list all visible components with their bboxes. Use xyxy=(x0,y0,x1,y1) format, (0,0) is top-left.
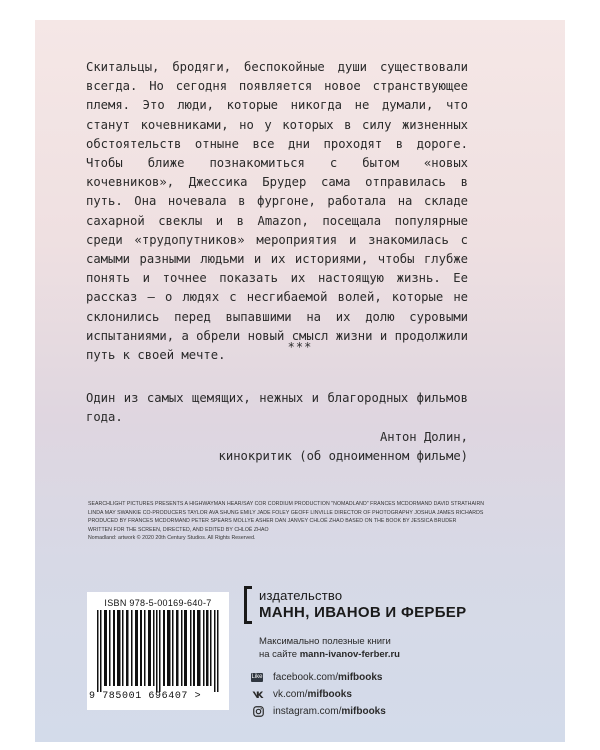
isbn-number: ISBN 978-5-00169-640-7 xyxy=(104,598,212,608)
section-separator: *** xyxy=(287,340,313,354)
tagline-site-line xyxy=(259,648,400,661)
film-credits-block xyxy=(88,500,508,543)
publisher-tagline xyxy=(259,635,400,661)
tagline-site-prefix: на сайте xyxy=(259,649,300,660)
barcode-digits: 9 785001 696407 > xyxy=(89,691,202,702)
facebook-prefix: facebook.com/ xyxy=(273,672,339,683)
publisher-logo-bracket xyxy=(244,586,252,624)
credits-line: LINDA MAY SWANKIE CO-PRODUCERS TAYLOR AVA SHUNG EMILY JADE FOLEY GEOFF LINVILLE DIRECTOR OF PHOTOGRAPHY JOSHUA JAMES RICHARDS xyxy=(88,509,484,516)
quote-author: Антон Долин, xyxy=(379,430,468,444)
credits-line: SEARCHLIGHT PICTURES PRESENTS A HIGHWAYMAN HEAR/SAY COR CORDIUM PRODUCTION "NOMADLAND" FRANCES MCDORMAND DAVID STRATHAIRN xyxy=(88,501,485,507)
credits-copyright: Nomadland: artwork © 2020 20th Century Studios. All Rights Reserved. xyxy=(88,535,256,542)
publisher-website-link[interactable]: mann-ivanov-ferber.ru xyxy=(299,649,400,660)
instagram-handle: mifbooks xyxy=(341,706,386,717)
quote-attribution xyxy=(219,428,468,466)
vk-icon xyxy=(251,689,265,700)
barcode-bars xyxy=(95,610,221,692)
facebook-handle: mifbooks xyxy=(338,672,383,683)
vk-handle: mifbooks xyxy=(307,689,352,700)
isbn-barcode xyxy=(87,592,229,710)
instagram-link[interactable] xyxy=(251,706,386,717)
instagram-icon xyxy=(251,706,265,717)
facebook-like-icon: Like xyxy=(251,674,263,680)
facebook-link[interactable] xyxy=(251,672,383,683)
publisher-name: МАНН, ИВАНОВ И ФЕРБЕР xyxy=(259,604,467,621)
credits-line: PRODUCED BY FRANCES MCDORMAND PETER SPEARS MOLLYE ASHER DAN JANVEY CHLOÉ ZHAO BASED ON THE BOOK BY JESSICA BRUDER xyxy=(88,518,457,525)
vk-link[interactable] xyxy=(251,689,352,700)
tagline-text: Максимально полезные книги xyxy=(259,636,391,647)
credits-line: WRITTEN FOR THE SCREEN, DIRECTED, AND EDITED BY CHLOÉ ZHAO xyxy=(88,526,269,533)
vk-prefix: vk.com/ xyxy=(273,689,308,700)
publisher-label: издательство xyxy=(259,588,343,603)
quote-author-role: кинокритик (об одноименном фильме) xyxy=(218,449,468,464)
book-description: Скитальцы, бродяги, беспокойные души существовали всегда. Но сегодня появляется новое странствующее племя. Это люди, которые никогда не думали, что станут кочевниками, но у которых в силу жизненных обстоятельств отныне все дни проходят в дороге. Чтобы ближе познакомиться с бытом «новых кочевников», Джессика Брудер сама отправилась в путь. Она ночевала в фургоне, работала на складе сахарной свеклы и в Amazon, посещала популярные среди «трудопутников» мероприятия и знакомилась с самыми разными людьми и их историями, чтобы глубже понять и точнее показать их настоящую жизнь. Ее рассказ — о людях с несгибаемой волей, которые не склонились перед выпавшими на их долю суровыми испытаниями, а обрели новый смысл жизни и продолжили путь к своей мечте. xyxy=(86,60,468,363)
instagram-prefix: instagram.com/ xyxy=(273,706,342,717)
review-quote: Один из самых щемящих, нежных и благородных фильмов года. xyxy=(86,391,468,425)
